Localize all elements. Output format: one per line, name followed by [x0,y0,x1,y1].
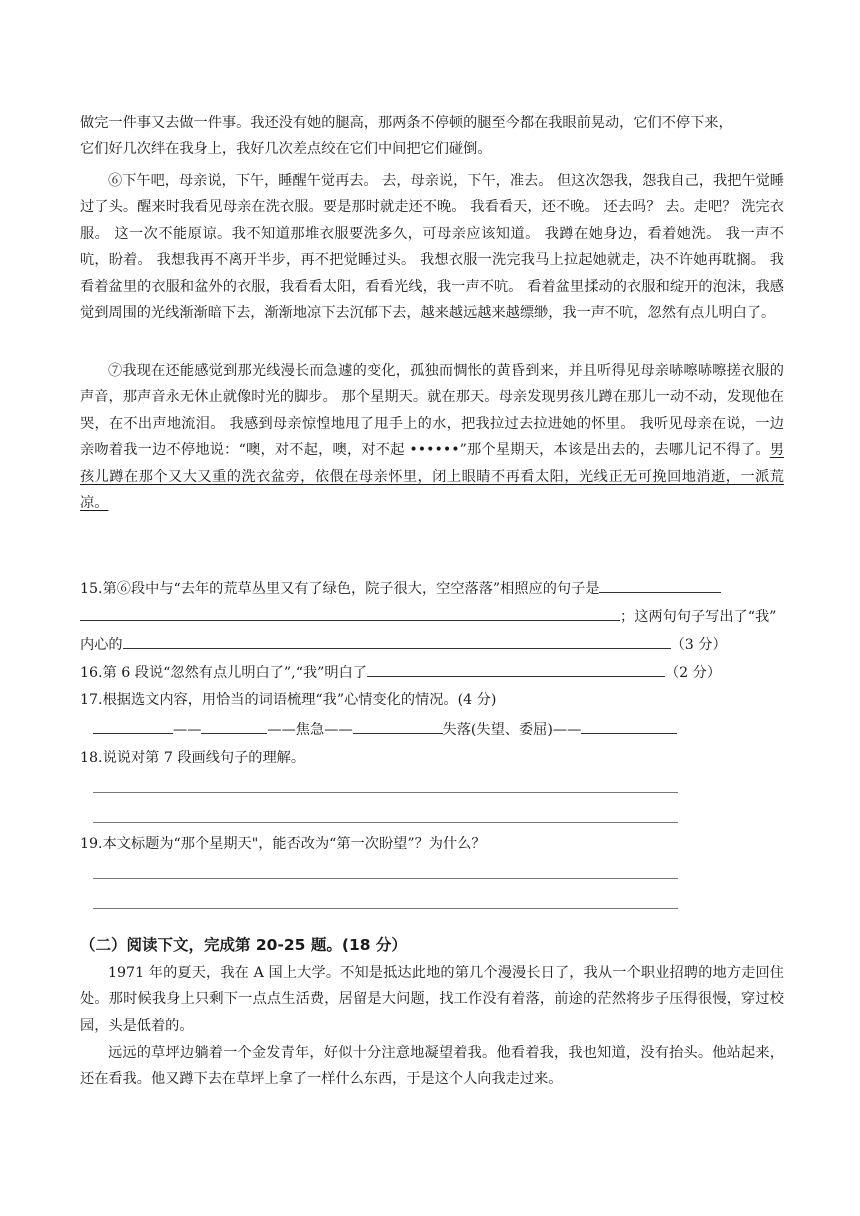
answer-blank-17b[interactable] [201,719,267,734]
question-15-mid: ；这两句句子写出了“我” [620,609,777,625]
question-15-tail: 内心的 [80,637,123,653]
underlined-sentence: 男孩儿蹲在那个又大又重的洗衣盆旁，依偎在母亲怀里，闭上眼睛不再看太阳，光线正无可挽回地消逝，一派荒凉。 [80,442,784,512]
paragraph-7 [80,358,784,516]
question-17-blanks [93,719,797,740]
section-2-paragraph-2: 远远的草坪边躺着一个金发青年，好似十分注意地凝望着我。他看着我，我也知道，没有抬头。他站起来，还在看我。他又蹲下去在草坪上拿了一样什么东西，于是这个人向我走过来。 [80,1045,784,1088]
question-17: 17.根据选文内容，用恰当的词语梳理“我”心情变化的情况。(4 分) [80,692,497,708]
question-16-prompt: 16.第 6 段说“忽然有点儿明白了”,“我”明白了 [80,665,367,681]
mood-anxious: ——焦急—— [267,722,353,738]
answer-blank-17a[interactable] [93,719,173,734]
question-18: 18.说说对第 7 段画线句子的理解。 [80,750,306,766]
question-15-line-3 [80,634,784,655]
question-16-score: （2 分） [664,665,722,681]
question-15-prompt: 15.第⑥段中与“去年的荒草丛里又有了绿色，院子很大，空空落落”相照应的句子是 [80,581,600,597]
answer-line-18a[interactable] [93,792,678,793]
section-2-paragraph-1: 1971 年的夏天，我在 A 国上大学。不知是抵达此地的第几个漫漫长日了，我从一个职业招聘的地方走回住处。那时候我身上只剩下一点点生活费，居留是大问题，找工作没有着落，前途的茫然将步子压得很慢，穿过校园，头是低着的。 [80,965,784,1034]
answer-line-19b[interactable] [93,908,678,909]
question-15-line-2 [80,606,784,627]
question-15-line-1 [80,578,784,599]
mood-disappointed: 失落(失望、委屈)—— [442,722,582,738]
mood-dash-1: —— [173,722,202,738]
answer-blank-15b[interactable] [80,606,620,621]
answer-line-18b[interactable] [93,822,678,823]
answer-blank-16[interactable] [367,662,665,677]
paragraph-6: ⑥下午吧，母亲说，下午，睡醒午觉再去。 去，母亲说，下午，准去。 但这次怨我，怨我自己，我把午觉睡过了头。醒来时我看见母亲在洗衣服。要是那时就走还不晚。 我看看天，还不晚。 还去吗？ 去。走吧？ 洗完衣服。 这一次不能原谅。我不知道那堆衣服要洗多久，可母亲应该知道。 我蹲在她身边，看着她洗。 我一声不吭，盼着。 我想我再不离开半步，再不把觉睡过头。 我想衣服一洗完我马上拉起她就走，决不许她再耽搁。 我看着盆里的衣服和盆外的衣服，我看看太阳，看看光线，我一声不吭。 看着盆里揉动的衣服和绽开的泡沫，我感觉到周围的光线渐渐暗下去，渐渐地凉下去沉郁下去，越来越远越来越缥缈，我一声不吭，忽然有点儿明白了。 [80,173,784,322]
answer-blank-17c[interactable] [353,719,443,734]
answer-blank-15c[interactable] [123,634,671,649]
paragraph-5-line-2: 它们好几次绊在我身上，我好几次差点绞在它们中间把它们碰倒。 [80,141,492,158]
answer-blank-15a[interactable] [599,578,721,593]
question-16 [80,662,784,683]
section-2-heading: （二）阅读下文，完成第 20-25 题。(18 分） [80,936,407,954]
question-15-score: （3 分） [670,637,727,653]
paragraph-7-text: ⑦我现在还能感觉到那光线漫长而急遽的变化，孤独而惆怅的黄昏到来，并且听得见母亲哧嚓哧嚓搓衣服的声音，那声音永无休止就像时光的脚步。 那个星期天。就在那天。母亲发现男孩儿蹲在那儿一动不动，发现他在哭，在不出声地流泪。 我感到母亲惊惶地甩了甩手上的水，把我拉过去拉进她的怀里。 我听见母亲在说，一边亲吻着我一边不停地说：“噢，对不起，噢，对不起 ••••••”那个星期天，本该是出去的，去哪儿记不得了。 [80,363,784,459]
paragraph-5-line-1: 做完一件事又去做一件事。我还没有她的腿高，那两条不停顿的腿至今都在我眼前晃动，它们不停下来， [80,115,733,131]
answer-line-19a[interactable] [93,878,678,879]
paragraph-5-continued [80,110,784,163]
question-19: 19.本文标题为“那个星期天"，能否改为“第一次盼望”？为什么？ [80,836,486,852]
answer-blank-17d[interactable] [581,719,677,734]
